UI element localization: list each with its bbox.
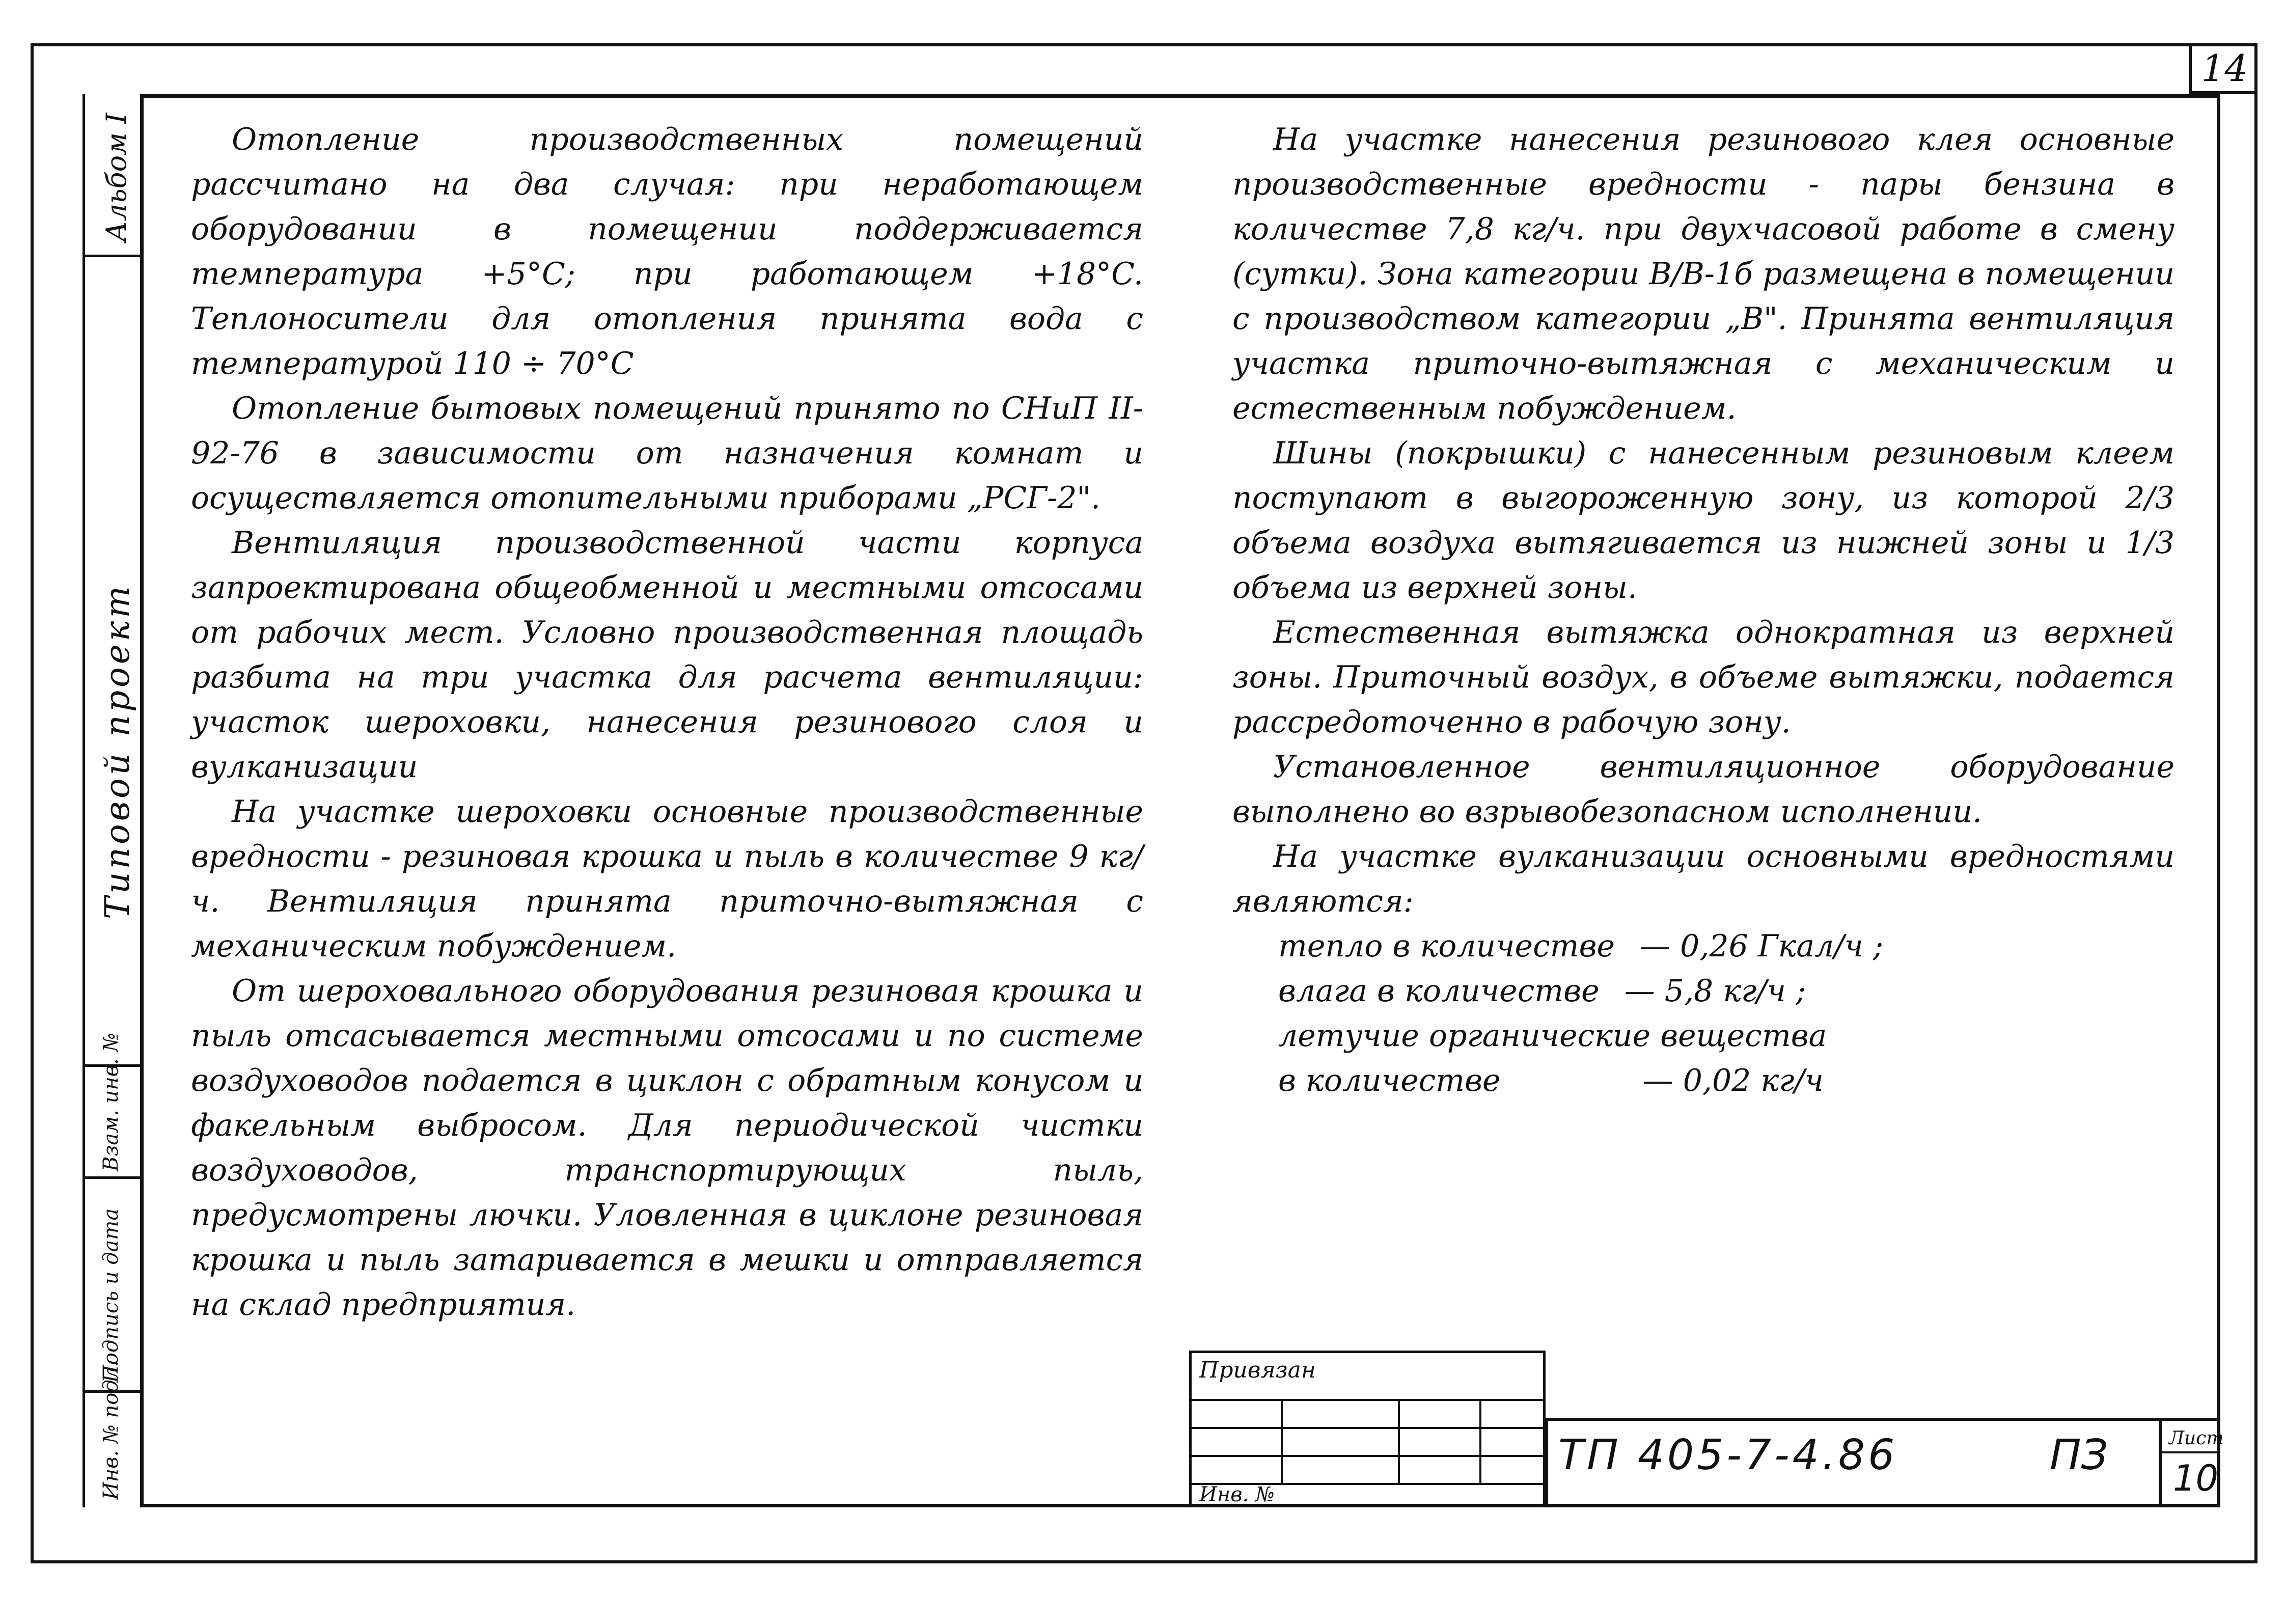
stamp-divider bbox=[1192, 1427, 1543, 1429]
margin-cell-project bbox=[85, 257, 140, 1067]
list-item bbox=[1278, 969, 2174, 1013]
paragraph-heating-domestic: Отопление бытовых помещений принято по СНиП II-92-76 в зависимости от назначения комнат и осуществляется отопительными приборами „РСГ-2". bbox=[191, 391, 1143, 516]
binding-stamp bbox=[1189, 1351, 1546, 1507]
list-item bbox=[1278, 1013, 2174, 1058]
document-designation: ТП 405-7-4.86 bbox=[1558, 1431, 1898, 1479]
sheet-box-divider bbox=[2162, 1451, 2220, 1453]
paragraph-equipment-explosion-proof: Установленное вентиляционное оборудование выполнено во взрывобезопасном исполнении. bbox=[1232, 749, 2174, 830]
replace-inv-label: Взам. инв. № bbox=[99, 1032, 123, 1171]
margin-cell-album bbox=[85, 94, 140, 257]
paragraph-glue-area: На участке нанесения резинового клея основные производственные вредности - пары бензина в количестве 7,8 кг/ч. при двухчасовой работе в смену (сутки). Зона категории В/В-1б размещена в помещении с производством категории „В". Принята вентиляция участка приточно-вытяжная с механическим и естественным побуждением. bbox=[1232, 122, 2174, 426]
stamp-divider bbox=[1479, 1399, 1481, 1483]
sheet-number: 10 bbox=[2173, 1457, 2219, 1499]
binding-stamp-label: Привязан bbox=[1199, 1357, 1316, 1383]
stamp-divider bbox=[1398, 1399, 1400, 1483]
project-type-label: Типовой проект bbox=[98, 583, 137, 919]
paragraph-vulcanization: На участке вулканизации основными вредностями являются: bbox=[1232, 839, 2174, 919]
margin-cell-original-inv bbox=[85, 1360, 140, 1507]
album-label: Альбом I bbox=[100, 113, 132, 242]
sheet-label: Лист bbox=[2169, 1428, 2224, 1449]
hazard-value: — 0,02 кг/ч bbox=[1642, 1063, 1824, 1098]
paragraph-ventilation: Вентиляция производственной части корпуса запроектирована общеобменной и местными отсосами от рабочих мест. Условно производственная площадь разбита на три участка для расчета вентиляции: участок шероховки, нанесения резинового слоя и вулканизации bbox=[191, 525, 1143, 785]
title-block-left-line bbox=[1546, 1418, 1548, 1507]
paragraph-tires-zone: Шины (покрышки) с нанесенным резиновым клеем поступают в выгороженную зону, из которой 2/3 объема воздуха вытягивается из нижней зоны и 1/3 объема из верхней зоны. bbox=[1232, 435, 2174, 605]
signature-date-label: Подпись и дата bbox=[99, 1208, 123, 1383]
stamp-divider bbox=[1192, 1399, 1543, 1401]
hazard-label: в количестве bbox=[1278, 1063, 1501, 1098]
paragraph-heating-production: Отопление производственных помещений рассчитано на два случая: при неработающем оборудовании в помещении поддерживается температура +5°C; при работающем +18°C. Теплоносители для отопления принята вода с температурой 110 ÷ 70°C bbox=[191, 122, 1143, 381]
hazard-value: — 0,26 Гкал/ч ; bbox=[1640, 928, 1884, 964]
margin-cell-replace-inv bbox=[85, 1032, 140, 1179]
sheet-box bbox=[2159, 1421, 2224, 1507]
paragraph-roughing-equipment: От шероховального оборудования резиновая крошка и пыль отсасывается местными отсосами и по системе воздуховодов подается в циклон с обратным конусом и факельным выбросом. Для периодической чистки воздуховодов, транспортирующих пыль, предусмотрены лючки. Уловленная в циклоне резиновая крошка и пыль затаривается в мешки и отправляется на склад предприятия. bbox=[191, 973, 1143, 1323]
page-number: 14 bbox=[2189, 45, 2258, 94]
original-inv-label: Инв. № подл. bbox=[99, 1360, 123, 1500]
margin-column bbox=[82, 94, 140, 1507]
right-text-column bbox=[1232, 117, 2174, 1103]
paragraph-natural-exhaust: Естественная вытяжка однократная из верхней зоны. Приточный воздух, в объеме вытяжки, подается рассредоточенно в рабочую зону. bbox=[1232, 615, 2174, 740]
list-item bbox=[1278, 1058, 2174, 1103]
hazard-label: летучие органические вещества bbox=[1278, 1018, 1827, 1054]
title-block-top-line bbox=[1546, 1418, 2220, 1421]
paragraph-roughing-area: На участке шероховки основные производственные вредности - резиновая крошка и пыль в количестве 9 кг/ч. Вентиляция принята приточно-вытяжная с механическим побуждением. bbox=[191, 794, 1143, 964]
document-code: ПЗ bbox=[2050, 1431, 2108, 1479]
hazard-label: тепло в количестве bbox=[1278, 928, 1615, 964]
hazard-label: влага в количестве bbox=[1278, 973, 1600, 1009]
inv-number-label: Инв. № bbox=[1199, 1483, 1275, 1506]
hazard-value: — 5,8 кг/ч ; bbox=[1624, 973, 1806, 1009]
left-text-column bbox=[191, 117, 1143, 1327]
hazards-list bbox=[1232, 924, 2174, 1103]
stamp-divider bbox=[1281, 1399, 1283, 1483]
list-item bbox=[1278, 924, 2174, 969]
stamp-divider bbox=[1192, 1455, 1543, 1457]
